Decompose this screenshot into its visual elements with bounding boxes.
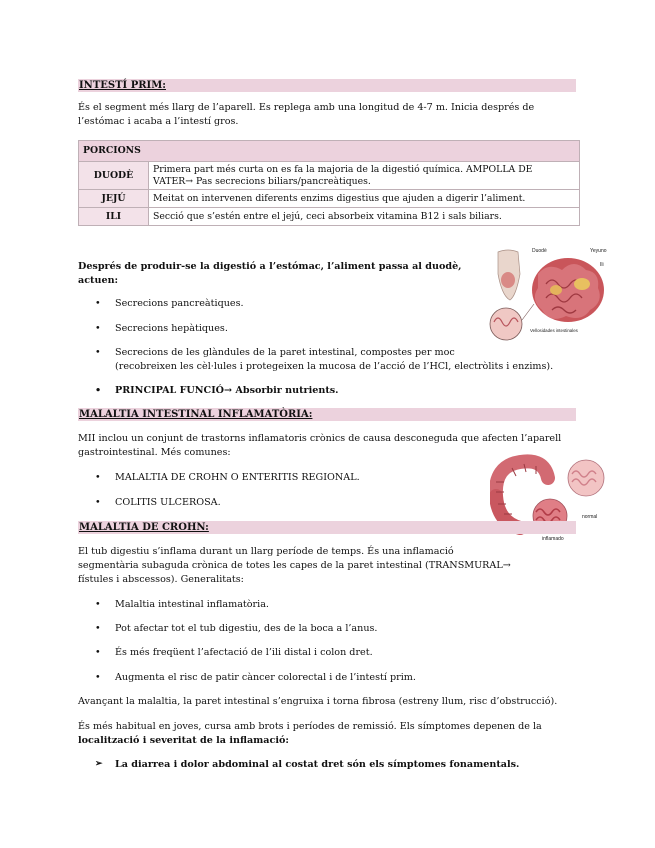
table-header-cell: PORCIONS (79, 141, 580, 162)
porcions-table (78, 140, 580, 226)
table-cell-name: ILI (79, 208, 149, 226)
table-cell-desc: Meitat on intervenen diferents enzims digestius que ajuden a digerir l’aliment. (149, 190, 580, 208)
section-heading-intesti-prim: INTESTÍ PRIM: (78, 79, 576, 92)
desc-line: Primera part més curta on es fa la majoria de la digestió química. AMPOLLA DE (153, 164, 533, 175)
digestio-line-2: actuen: (78, 275, 119, 286)
figure-label: Yeyuno (590, 248, 607, 254)
intro-line-2: l’estómac i acaba a l’intestí gros. (78, 116, 239, 127)
bullet-icon: • (95, 672, 101, 683)
figure-label: Duodè (532, 248, 547, 254)
crohn-habitual-line-2: localització i severitat de la inflamació: (78, 735, 289, 746)
table-header-row (79, 141, 580, 162)
figure-label: inflamado (542, 536, 564, 542)
crohn-line-3: fístules i abscessos). Generalitats: (78, 574, 244, 585)
figure-label: Vellosidades intestinales (530, 328, 578, 333)
crohn-line-1: El tub digestiu s’inflama durant un llarg període de temps. És una inflamació (78, 546, 454, 557)
bullet-icon: • (95, 472, 101, 483)
table-cell-name: JEJÚ (79, 190, 149, 208)
bullet-icon: • (95, 599, 101, 610)
crohn-line-2: segmentària subaguda crònica de totes les capes de la paret intestinal (TRANSMURAL→ (78, 560, 511, 571)
crohn-habitual-line-1: És més habitual en joves, cursa amb brots i períodes de remissió. Els símptomes depenen de la (78, 721, 542, 732)
bullet-icon: • (95, 347, 101, 358)
figure-label: normal (582, 514, 598, 520)
figure-label: Ili (600, 262, 604, 268)
mii-line-1: MII inclou un conjunt de trastorns inflamatoris crònics de causa desconeguda que afecten l’aparell (78, 433, 562, 444)
intestine-anatomy-figure (486, 244, 614, 348)
mii-line-2: gastrointestinal. Més comunes: (78, 447, 231, 458)
bullet-icon: • (95, 323, 101, 334)
section-heading-crohn: MALALTIA DE CROHN: (78, 521, 576, 534)
bullet-icon: • (95, 298, 101, 309)
table-row (79, 190, 580, 208)
document-page: INTESTÍ PRIM: És el segment més llarg de l’aparell. Es replega amb una longitud de 4-7 m. Inicia després de l’estómac i acaba a l’intestí gros. PORCIONS DUODÈ Primera part més curta on es fa la majoria de la digestió química. AMPOLLA DE VATER→ Pas secrecions biliars/pancreàtiques. JEJÚ Meitat on intervenen diferents enzims digestius que ajuden a digerir l’aliment. ILI Secció que s’estén entre el jejú, ceci absorbeix vitamina B12 i sals biliars. Després de produir-se la digestió a l’estómac, l’aliment passa al duodè, actuen: • Secrecions pancreàtiques. • Secrecions hepàtiques. • Secrecions de les glàndules de la paret intestinal, compostes per moc (recobreixen les cèl·lules i protegeixen la mucosa de l’acció de l’HCl, electròlits i enzims). • PRINCIPAL FUNCIÓ→ Absorbir nutrients. Duodè Yeyuno Ili Vellosidades intestinales MALALTIA INTESTINAL INFLAMATÒRIA: MII inclou un conjunt de trastorns inflamatoris crònics de causa desconeguda que afecten l’aparell gastrointestinal. Més comunes: • MALALTIA DE CROHN O ENTERITIS REGIONAL. • COLITIS ULCEROSA. normal inflamado MALALTIA DE CROHN: El tub digestiu s’inflama durant un llarg període de temps. És una inflamació segmentària subaguda crònica de totes les capes de la paret intestinal (TRANSMURAL→ fístules i abscessos). Generalitats: • Malaltia intestinal inflamatòria. • Pot afectar tot el tub digestiu, des de la boca a l’anus. • És més freqüent l’afectació de l’ili distal i colon dret. • Augmenta el risc de patir càncer colorectal i de l’intestí prim. Avançant la malaltia, la paret intestinal s’engruixa i torna fibrosa (estreny llum, risc d’obstrucció). És més habitual en joves, cursa amb brots i períodes de remissió. Els símptomes depenen de la localització i severitat de la inflamació: ➢ La diarrea i dolor abdominal al costat dret són els símptomes fonamentals. (0, 0, 655, 848)
table-row (79, 208, 580, 226)
table-row (79, 162, 580, 190)
table-cell-name: DUODÈ (79, 162, 149, 190)
arrow-bullet-icon: ➢ (95, 759, 103, 769)
crohn-avanc: Avançant la malaltia, la paret intestinal s’engruixa i torna fibrosa (estreny llum, risc d’obstrucció). (78, 696, 558, 707)
desc-line: VATER→ Pas secrecions biliars/pancreàtiques. (153, 175, 371, 187)
bullet-icon: • (95, 647, 101, 658)
section-heading-mii: MALALTIA INTESTINAL INFLAMATÒRIA: (78, 408, 576, 421)
table-cell-desc (149, 162, 580, 190)
bullet-icon: • (95, 497, 101, 508)
bullet-icon: • (95, 623, 101, 634)
table-cell-desc: Secció que s’estén entre el jejú, ceci absorbeix vitamina B12 i sals biliars. (149, 208, 580, 226)
digestio-line-1: Després de produir-se la digestió a l’estómac, l’aliment passa al duodè, (78, 261, 462, 272)
intro-line-1: És el segment més llarg de l’aparell. Es replega amb una longitud de 4-7 m. Inicia després de (78, 102, 535, 113)
bullet-icon: • (95, 385, 102, 396)
